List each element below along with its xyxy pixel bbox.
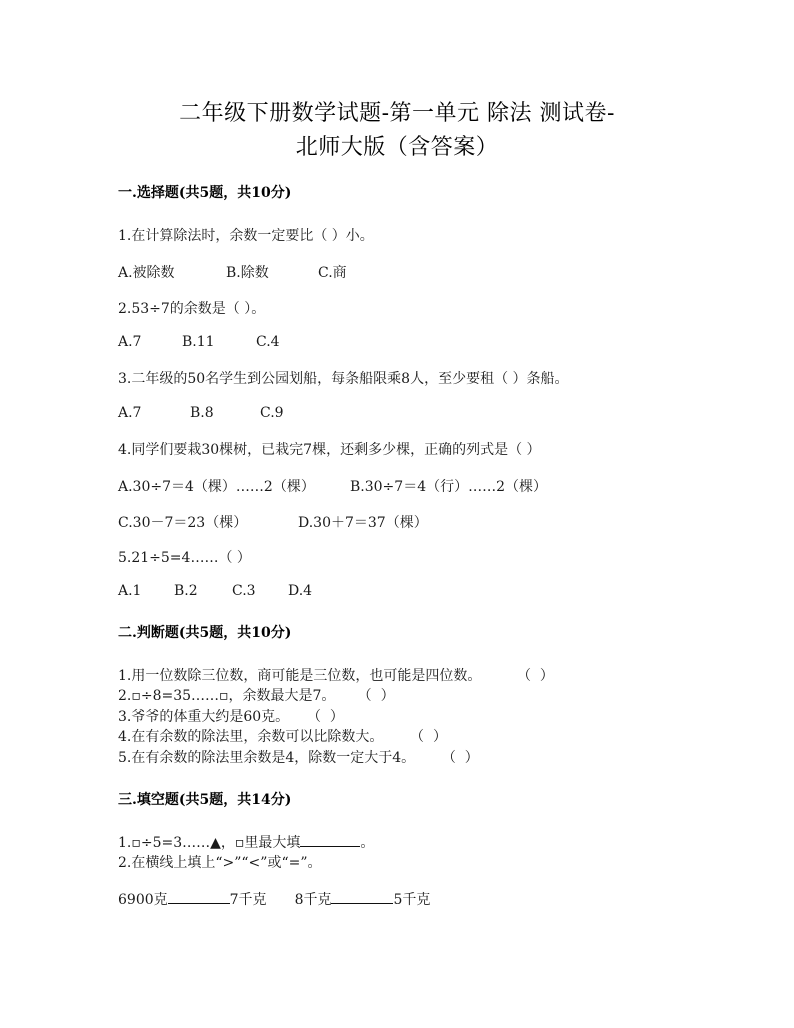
fill-question-2: 2.在横线上填上“>”“<”或“=”。 <box>118 855 322 871</box>
compare-right-b: 5千克 <box>393 892 431 908</box>
option-b: B.30÷7＝4（行）……2（棵） <box>350 479 548 495</box>
option-c: C.9 <box>260 405 284 421</box>
question-1-2: 2.53÷7的余数是（ ）。 <box>118 301 266 317</box>
question-1-3-options <box>118 405 284 421</box>
section2-heading: 二.判断题(共5题，共10分) <box>118 625 292 641</box>
question-1-4: 4.同学们要栽30棵树，已栽完7棵，还剩多少棵，正确的列式是（ ） <box>118 442 541 458</box>
answer-blank[interactable] <box>168 891 230 904</box>
question-1-5: 5.21÷5=4……（ ） <box>118 550 251 566</box>
option-a: A.1 <box>118 583 142 599</box>
option-c: C.3 <box>232 583 256 599</box>
judge-item: 3.爷爷的体重大约是60克。 （ ） <box>118 709 344 725</box>
page-title-line1: 二年级下册数学试题-第一单元 除法 测试卷- <box>179 101 615 126</box>
judge-item: 5.在有余数的除法里余数是4，除数一定大于4。 （ ） <box>118 750 479 766</box>
option-d: D.4 <box>288 583 313 599</box>
judge-item: 2.▫÷8=35……▫，余数最大是7。 （ ） <box>118 688 395 704</box>
option-c: C.30－7＝23（棵） <box>118 515 248 531</box>
answer-blank[interactable] <box>300 834 360 847</box>
option-a: A.7 <box>118 334 142 350</box>
judge-item: 1.用一位数除三位数，商可能是三位数，也可能是四位数。 （ ） <box>118 668 554 684</box>
section1-heading: 一.选择题(共5题，共10分) <box>118 185 292 201</box>
question-1-5-options <box>118 583 312 599</box>
fill-question-2-items <box>118 889 430 909</box>
question-1-3: 3.二年级的50名学生到公园划船，每条船限乘8人，至少要租（ ）条船。 <box>118 371 569 387</box>
option-b: B.8 <box>190 405 214 421</box>
question-1-1-options <box>118 262 347 282</box>
compare-left-a: 6900克 <box>118 892 168 908</box>
option-a: A.7 <box>118 405 142 421</box>
section3-heading: 三.填空题(共5题，共14分) <box>118 792 292 808</box>
compare-right-a: 7千克 <box>229 892 267 908</box>
answer-blank[interactable] <box>331 891 393 904</box>
fill-question-1 <box>118 832 374 852</box>
option-d: D.30＋7＝37（棵） <box>298 515 428 531</box>
question-1-1: 1.在计算除法时，余数一定要比（ ）小。 <box>118 228 374 244</box>
question-1-4-options-cd <box>118 512 428 532</box>
compare-left-b: 8千克 <box>294 892 332 908</box>
fill-question-1-end: 。 <box>360 835 375 851</box>
question-1-2-options <box>118 334 280 350</box>
option-a: A.被除数 <box>118 265 175 281</box>
option-b: B.2 <box>174 583 198 599</box>
option-a: A.30÷7＝4（棵）……2（棵） <box>118 479 315 495</box>
question-1-4-options-ab <box>118 476 547 496</box>
option-c: C.商 <box>318 265 347 281</box>
fill-question-1-text: 1.▫÷5=3……▲，▫里最大填 <box>118 835 301 851</box>
option-c: C.4 <box>256 334 280 350</box>
option-b: B.除数 <box>226 265 269 281</box>
page-title-line2: 北师大版（含答案） <box>295 135 499 160</box>
option-b: B.11 <box>182 334 215 350</box>
judge-item: 4.在有余数的除法里，余数可以比除数大。 （ ） <box>118 729 447 745</box>
